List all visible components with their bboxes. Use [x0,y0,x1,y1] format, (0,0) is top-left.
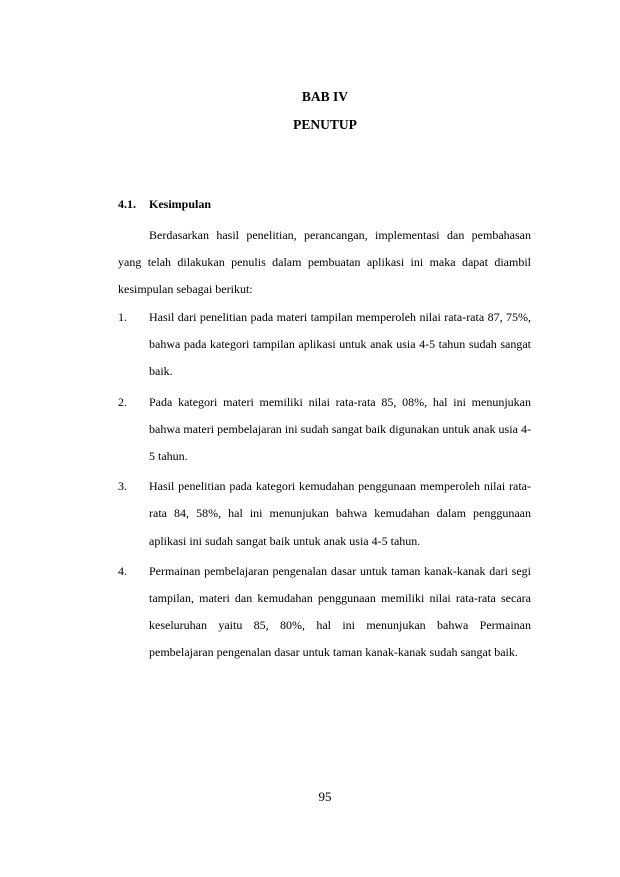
section-number: 4.1. [118,197,136,211]
list-item [118,304,531,386]
list-marker: 3. [118,479,127,494]
chapter-title: PENUTUP [293,117,357,132]
list-item [118,473,531,555]
page-number: 95 [318,789,332,804]
list-item [118,558,531,667]
list-item-text: Hasil penelitian pada kategori kemudahan penggunaan memperoleh nilai rata-rata 84, 58%, hal ini menunjukan bahwa kemudahan dalam penggunaan aplikasi ini sudah sangat baik untuk anak usia 4-5 tahun. [149,479,531,548]
list-marker: 1. [118,310,127,324]
section-heading [118,197,211,211]
chapter-number: BAB IV [301,89,349,104]
section-title: Kesimpulan [149,197,212,211]
list-item [118,389,531,471]
conclusion-list [118,304,531,670]
list-marker: 4. [118,563,127,578]
list-item-text: Hasil dari penelitian pada materi tampilan memperoleh nilai rata-rata 87, 75%, bahwa pada kategori tampilan aplikasi untuk anak usia 4-5 tahun sudah sangat baik. [149,310,531,379]
list-marker: 2. [118,394,127,409]
list-item-text: Pada kategori materi memiliki nilai rata-rata 85, 08%, hal ini menunjukan bahwa materi pembelajaran ini sudah sangat baik digunakan untuk anak usia 4-5 tahun. [149,394,531,464]
list-item-text: Permainan pembelajaran pengenalan dasar untuk taman kanak-kanak dari segi tampilan, materi dan kemudahan penggunaan memiliki nilai rata-rata secara keseluruhan yaitu 85, 80%, hal ini menunjukan bahwa Permainan pembelajaran pengenalan dasar untuk taman kanak-kanak sudah sangat baik. [149,563,531,660]
intro-paragraph: Berdasarkan hasil penelitian, perancangan, implementasi dan pembahasan yang telah dilakukan penulis dalam pembuatan aplikasi ini maka dapat diambil kesimpulan sebagai berikut: [118,228,531,297]
